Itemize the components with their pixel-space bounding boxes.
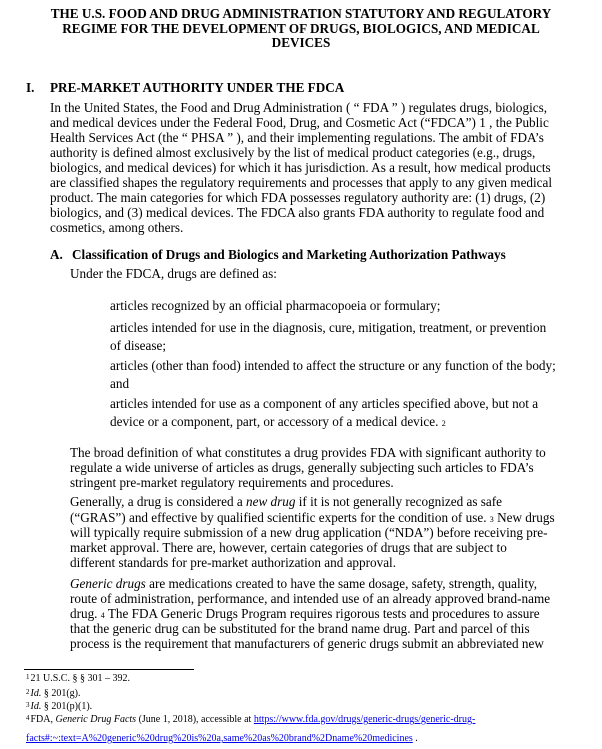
paragraph-line: market approval. There are, however, certain categories of drugs that are subject to	[70, 540, 507, 555]
definition-intro: Under the FDCA, drugs are defined as:	[70, 266, 277, 281]
footnote-text: § 201(p)(1).	[41, 701, 93, 712]
title-line: REGIME FOR THE DEVELOPMENT OF DRUGS, BIOLOGICS, AND MEDICAL	[62, 20, 540, 36]
footnote-mark: 2	[26, 688, 30, 696]
footnote-text: FDA,	[30, 714, 56, 725]
footnote-text: .	[412, 733, 418, 744]
footnote-1	[26, 673, 130, 684]
paragraph-line: biologics, and medical devices) for which it has jurisdiction. As a result, how medical products	[50, 160, 551, 175]
footnote-mark: 3	[26, 701, 30, 709]
quote-line: articles recognized by an official pharmacopoeia or formulary;	[110, 298, 441, 313]
footnote-text: (June 1, 2018), accessible at	[136, 714, 254, 725]
footnote-ref-2: 2	[441, 419, 446, 428]
footnote-4-continued	[26, 733, 418, 744]
paragraph-line: stringent pre-market regulatory requirements and procedures.	[70, 475, 394, 490]
emphasis-new-drug: new drug	[246, 494, 296, 509]
quote-text: device or a component, part, or accessory of a medical device.	[110, 414, 439, 429]
paragraph-line: authority is defined almost exclusively by the list of medical product categories (e.g., drugs,	[50, 145, 536, 160]
footnote-link[interactable]: facts#:~:text=A%20generic%20drug%20is%20a,same%20as%20brand%2Dname%20medicines	[26, 733, 413, 744]
paragraph-line: will typically require submission of a new drug application (“NDA”) before receiving pre-	[70, 525, 548, 540]
text-run: New drugs	[493, 510, 555, 525]
paragraph-line	[70, 494, 570, 510]
footnote-id: Id.	[30, 688, 42, 699]
quote-line: of disease;	[110, 338, 167, 353]
paragraph-line: cosmetics, among others.	[50, 220, 184, 235]
footnote-ref-3: 3	[489, 515, 494, 524]
paragraph-line: are classified shapes the regulatory requirements and processes that apply to any given medical	[50, 175, 553, 190]
footnote-text: § 201(g).	[41, 688, 81, 699]
footnote-3	[26, 701, 92, 712]
footnote-ref-4: 4	[100, 611, 105, 620]
subsection-heading-text: Classification of Drugs and Biologics and Marketing Authorization Pathways	[72, 247, 506, 262]
footnote-link[interactable]: https://www.fda.gov/drugs/generic-drugs/generic-drug-	[253, 714, 476, 725]
quote-line: articles intended for use in the diagnosis, cure, mitigation, treatment, or prevention	[110, 320, 547, 335]
footnote-4	[26, 714, 475, 725]
text-run: are medications created to have the same dosage, safety, strength, quality,	[145, 576, 538, 591]
paragraph-line: different standards for pre-market authorization and approval.	[70, 555, 397, 570]
paragraph-line	[70, 510, 570, 526]
subsection-heading-A	[50, 247, 506, 263]
title-line: DEVICES	[271, 35, 331, 50]
footnote-mark: 4	[26, 714, 30, 722]
paragraph-line	[70, 606, 570, 622]
section-heading-I	[26, 80, 344, 96]
emphasis-generic-drugs: Generic drugs	[70, 576, 146, 591]
paragraph-line: route of administration, performance, and intended use of an already approved brand-name	[70, 591, 551, 606]
paragraph-line: Health Services Act (the “ PHSA ” ), and their implementing regulations. The ambit of FDA’s	[50, 130, 544, 145]
paragraph-line: In the United States, the Food and Drug Administration ( “ FDA ” ) regulates drugs, biologics,	[50, 100, 548, 115]
section-number: I.	[26, 80, 35, 95]
paragraph-line	[70, 576, 570, 592]
text-run: if it is not generally recognized as safe	[295, 494, 502, 509]
paragraph-line: biologics, and (3) medical devices. The FDCA also grants FDA authority to regulate food and	[50, 205, 545, 220]
quote-line: and	[110, 376, 130, 391]
text-run: The FDA Generic Drugs Program requires rigorous tests and procedures to assure	[104, 606, 540, 621]
subsection-letter: A.	[50, 247, 63, 262]
document-title	[0, 7, 602, 51]
footnote-divider	[24, 669, 194, 670]
footnote-id: Id.	[30, 701, 42, 712]
footnote-2	[26, 688, 81, 699]
quote-line	[110, 414, 580, 430]
section-heading-text: PRE-MARKET AUTHORITY UNDER THE FDCA	[50, 80, 345, 95]
footnote-text: 21 U.S.C. § § 301 – 392.	[30, 673, 130, 684]
paragraph-line: product. The main categories for which FDA possesses regulatory authority are: (1) drugs, (2)	[50, 190, 546, 205]
footnote-title: Generic Drug Facts	[55, 714, 137, 725]
text-run: Generally, a drug is considered a	[70, 494, 247, 509]
quote-line: articles (other than food) intended to affect the structure or any function of the body;	[110, 358, 556, 373]
paragraph-line: and medical devices under the Federal Food, Drug, and Cosmetic Act (“FDCA”) 1 , the Public	[50, 115, 549, 130]
paragraph-line: that the generic drug can be substituted for the brand name drug. Part and parcel of this	[70, 621, 530, 636]
text-run: drug.	[70, 606, 98, 621]
quote-line: articles intended for use as a component of any articles specified above, but not a	[110, 396, 539, 411]
paragraph-line: process is the requirement that manufacturers of generic drugs submit an abbreviated new	[70, 636, 544, 651]
footnote-mark: 1	[26, 673, 30, 681]
paragraph-line: regulate a wide universe of articles as drugs, generally subjecting such articles to FDA’s	[70, 460, 534, 475]
title-line: THE U.S. FOOD AND DRUG ADMINISTRATION STATUTORY AND REGULATORY	[50, 6, 552, 21]
paragraph-line: The broad definition of what constitutes a drug provides FDA with significant authority to	[70, 445, 546, 460]
text-run: (“GRAS”) and effective by qualified scientific experts for the condition of use.	[70, 510, 487, 525]
